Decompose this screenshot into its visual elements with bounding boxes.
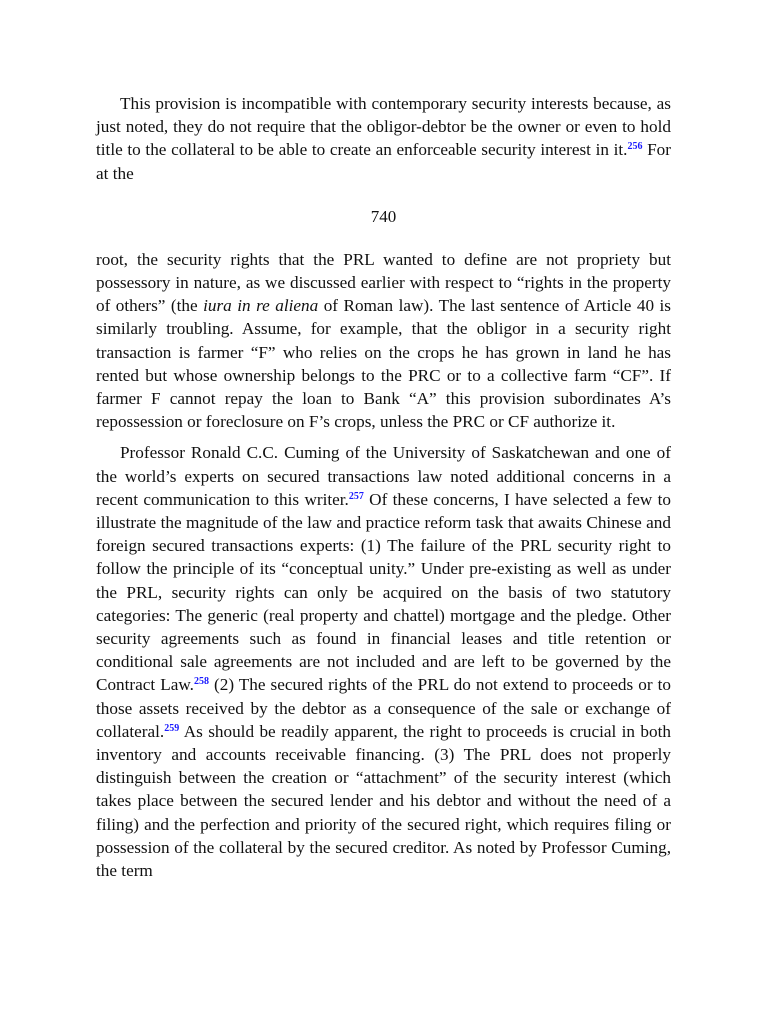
paragraph-2: [96, 248, 671, 434]
paragraph-3-seg-3: (2) The secured rights of the PRL do not extend to proceeds or to those assets received by the debtor as a consequence of the sale or exchange of collateral.: [96, 675, 671, 741]
paragraph-1-text: This provision is incompatible with contemporary security interests because, as just noted, they do not require that the obligor-debtor be the owner or even to hold title to the collateral to be able to create an enforceable security interest in it.: [96, 94, 671, 160]
paragraph-2-tail: of Roman law). The last sentence of Article 40 is similarly troubling. Assume, for example, that the obligor in a security right transaction is farmer “F” who relies on the crops he has grown in land he has rented but whose ownership belongs to the PRC or to a collective farm “CF”. If farmer F cannot repay the loan to Bank “A” this provision subordinates A’s repossession or foreclosure on F’s crops, unless the PRC or CF authorize it.: [96, 296, 671, 432]
paragraph-3-seg-1: Professor Ronald C.C. Cuming of the University of Saskatchewan and one of the world’s experts on secured transactions law noted additional concerns in a recent communication to this writer.: [96, 443, 671, 509]
paragraph-3-seg-4: As should be readily apparent, the right to proceeds is crucial in both inventory and accounts receivable financing. (3) The PRL does not properly distinguish between the creation or “attachment” of the security interest (which takes place between the secured lender and his debtor and without the need of a filing) and the perfection and priority of the secured right, which requires filing or possession of the collateral by the secured creditor. As noted by Professor Cuming, the term: [96, 721, 671, 881]
document-page: [96, 92, 671, 882]
paragraph-2-text: root, the security rights that the PRL wanted to define are not propriety but possessory in nature, as we discussed earlier with respect to “rights in the property of others” (the: [96, 249, 671, 316]
footnote-ref-259[interactable]: 259: [164, 722, 180, 734]
latin-term: iura in re aliena: [203, 296, 319, 316]
paragraph-3: [96, 441, 671, 882]
page-number: 740: [370, 206, 397, 226]
paragraph-3-seg-2: Of these concerns, I have selected a few to illustrate the magnitude of the law and practice reform task that awaits Chinese and foreign secured transactions experts: (1) The failure of the PRL security right to follow the principle of its “conceptual unity.” Under pre-existing as well as under the PRL, security rights can only be acquired on the basis of two statutory categories: The generic (real property and chattel) mortgage and the pledge. Other security agreements such as found in financial leases and title retention or conditional sale agreements are not included and are left to be governed by the Contract Law.: [96, 489, 671, 695]
footnote-ref-258[interactable]: 258: [193, 676, 209, 688]
paragraph-1: [96, 92, 671, 185]
footnote-ref-256[interactable]: 256: [627, 141, 643, 153]
paragraph-1-tail: For at the: [96, 140, 671, 183]
paragraph-gap: [96, 433, 671, 441]
footnote-ref-257[interactable]: 257: [348, 490, 364, 502]
